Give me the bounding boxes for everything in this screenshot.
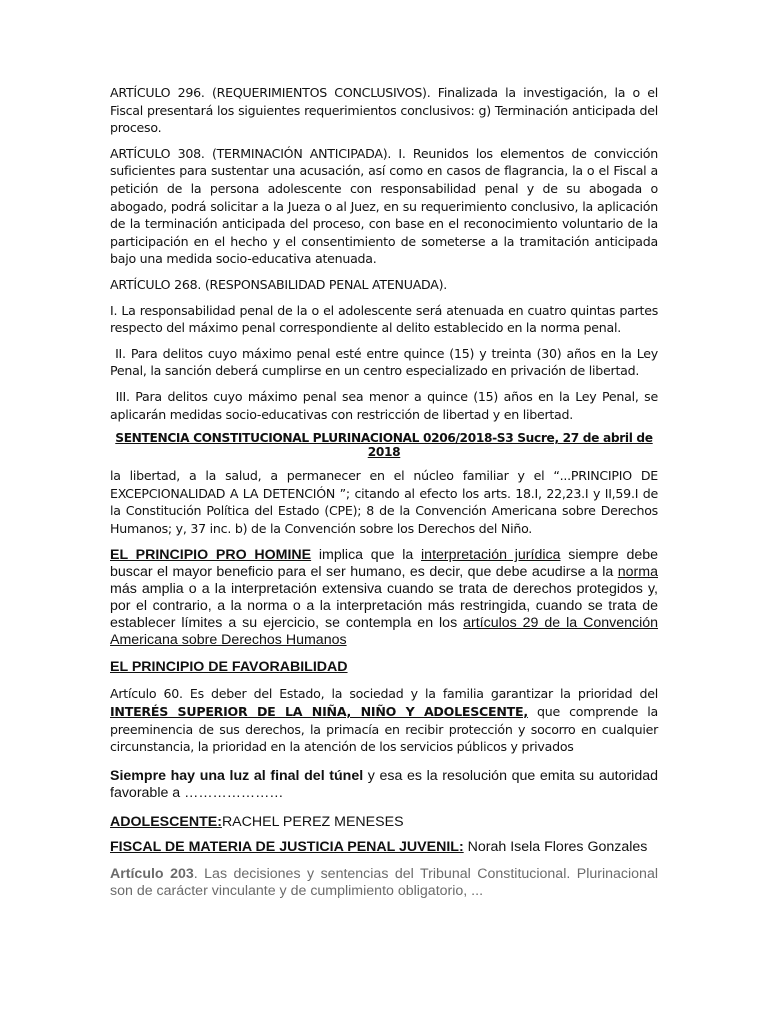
articulos-29-link[interactable]: artículos 29 de la Convención Americana sobre Derechos Humanos <box>110 615 659 649</box>
article-60-text-1: Artículo 60. Es deber del Estado, la sociedad y la familia garantizar la prioridad del <box>110 686 658 702</box>
sentencia-title: SENTENCIA CONSTITUCIONAL PLURINACIONAL 0206/2018-S3 Sucre, 27 de abril de 2018 <box>115 431 653 460</box>
article-60-text-2: que comprende la preeminencia de sus derechos, la primacía en recibir protección y socorro en cualquier circunstancia, la prioridad en la atención de los servicios públicos y privados <box>110 704 658 755</box>
pro-homine-text-3: más amplia o a la interpretación extensiva cuando se trata de derechos protegidos y, por el contrario, a la norma o a la interpretación más restringida, cuando se trata de establecer límites a su ejercicio, se contempla en los <box>110 581 658 632</box>
article-203-text: . Las decisiones y sentencias del Tribunal Constitucional. Plurinacional son de carácter vinculante y de cumplimiento obligatorio, ... <box>110 865 658 899</box>
pro-homine-label: EL PRINCIPIO PRO HOMINE <box>110 547 312 564</box>
fiscal-name: Norah Isela Flores Gonzales <box>463 838 648 855</box>
article-203-label: Artículo 203 <box>110 865 194 882</box>
adolescente-label: ADOLESCENTE: <box>110 813 222 830</box>
pro-homine-paragraph <box>110 547 658 649</box>
article-60 <box>110 685 658 755</box>
article-308: ARTÍCULO 308. (TERMINACIÓN ANTICIPADA). I. Reunidos los elementos de convicción suficientes para sustentar una acusación, así como en casos de flagrancia, la o el Fiscal a petición de la persona adolescente con responsabilidad penal y de su abogada o abogado, podrá solicitar a la Jueza o al Juez, en su requerimiento conclusivo, la aplicación de la terminación anticipada del proceso, con base en el reconocimiento voluntario de la participación en el hecho y el consentimiento de someterse a la tramitación anticipada bajo una medida socio-educativa atenuada. <box>110 145 658 267</box>
luz-paragraph <box>110 768 658 802</box>
article-268-item-ii: II. Para delitos cuyo máximo penal esté entre quince (15) y treinta (30) años en la Ley Penal, la sanción deberá cumplirse en un centro especializado en privación de libertad. <box>110 345 662 379</box>
norma-link[interactable]: norma <box>617 564 658 581</box>
luz-bold: Siempre hay una luz al final del túnel <box>110 767 364 784</box>
fiscal-line <box>110 839 658 856</box>
pro-homine-text-2: siempre debe buscar el mayor beneficio para el ser humano, es decir, que debe acudirse a la <box>110 547 659 581</box>
article-203 <box>110 866 658 900</box>
article-268-item-iii: III. Para delitos cuyo máximo penal sea menor a quince (15) años en la Ley Penal, se aplicarán medidas socio-educativas con restricción de libertad y en libertad. <box>110 388 662 422</box>
fiscal-label: FISCAL DE MATERIA DE JUSTICIA PENAL JUVENIL: <box>110 838 464 855</box>
interes-superior-text: INTERÉS SUPERIOR DE LA NIÑA, NIÑO Y ADOLESCENTE, <box>110 704 528 720</box>
luz-rest: y esa es la resolución que emita su autoridad favorable a ………………… <box>110 767 658 801</box>
favorabilidad-heading: EL PRINCIPIO DE FAVORABILIDAD <box>110 659 348 676</box>
adolescente-line <box>110 814 658 831</box>
sentencia-text: la libertad, a la salud, a permanecer en el núcleo familiar y el “...PRINCIPIO DE EXCEPCIONALIDAD A LA DETENCIÓN ”; citando al efecto los arts. 18.I, 22,23.I y II,59.I de la Constitución Política del Estado (CPE); 8 de la Convención Americana sobre Derechos Humanos; y, 37 inc. b) de la Convención sobre los Derechos del Niño. <box>110 468 658 536</box>
article-296: ARTÍCULO 296. (REQUERIMIENTOS CONCLUSIVOS). Finalizada la investigación, la o el Fiscal presentará los siguientes requerimientos conclusivos: g) Terminación anticipada del proceso. <box>110 85 658 136</box>
article-268-item-i: I. La responsabilidad penal de la o el adolescente será atenuada en cuatro quintas partes respecto del máximo penal correspondiente al delito establecido en la norma penal. <box>110 302 658 336</box>
adolescente-name: RACHEL PEREZ MENESES <box>221 813 404 830</box>
interpretacion-juridica-link[interactable]: interpretación jurídica <box>421 547 561 564</box>
document-page <box>110 84 662 908</box>
article-268-title: ARTÍCULO 268. (RESPONSABILIDAD PENAL ATENUADA). <box>110 276 448 292</box>
pro-homine-text-1: implica que la <box>311 547 422 564</box>
